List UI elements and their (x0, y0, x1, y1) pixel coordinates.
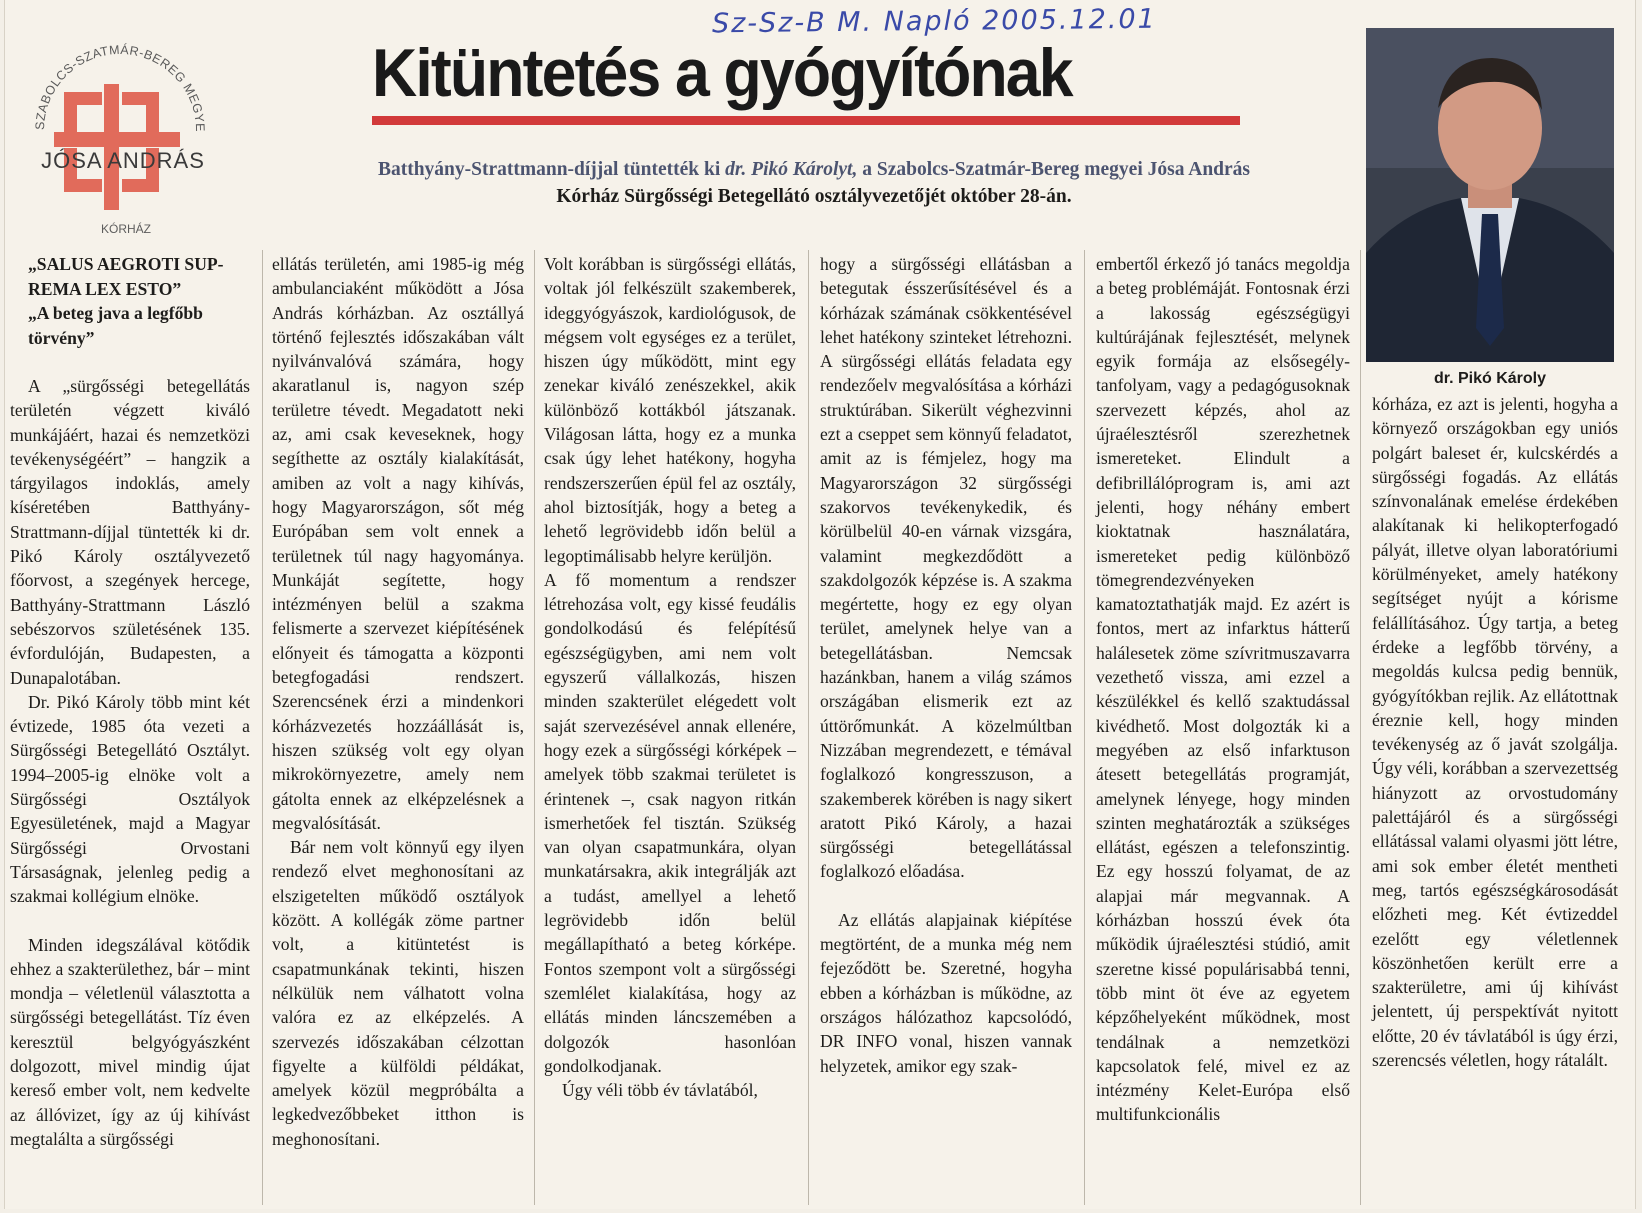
column-divider (534, 250, 535, 1205)
article-column-6 (1372, 392, 1618, 1072)
red-cross-icon (54, 84, 180, 210)
paragraph: Az ellátás alapjainak kiépítése megtörtént, de a munka még nem fejeződött be. Szeretné, hogyha ebben a kórházban is működne, az országos hálózathoz kapcsolódó, DR INFO vonal, hiszen vannak helyzetek, amikor egy szak- (820, 909, 1072, 1076)
column-divider (808, 250, 809, 1205)
hospital-logo-graphic (16, 22, 222, 230)
article-column-5 (1096, 252, 1350, 1127)
column-divider (1084, 250, 1085, 1205)
motto (10, 252, 250, 350)
handwritten-source-note: Sz-Sz-B M. Napló 2005.12.01 (711, 3, 1157, 40)
lead-name: dr. Pikó Károlyt, (725, 159, 858, 180)
lead-paragraph (294, 156, 1334, 210)
paragraph: kórháza, ez azt is jelenti, hogyha a környező országokban egy uniós polgárt baleset ér, kulcskérdés a sürgősségi fogadás. Az ellátás színvonalának emelése érdekében alakítanak ki helikopterfogadó pályát, illetve olyan laboratóriumi körülményeket, amely hatékony segítséget nyújt a kórisme felállításához. Úgy tartja, a beteg érdeke a legfőbb törvény, a megoldás kulcsa pedig bennük, gyógyítókban rejlik. Az ellátottnak éreznie kell, hogy minden tevékenység az ő javát szolgálja. Úgy véli, korábban a szervezettség hiányzott az orvostudomány palettájáról és a sürgősségi ellátással valami olyasmi jött létre, ami sok ember életét mentheti meg, tartós egészségkárosodását előzheti meg. Két évtizeddel ezelőtt egy véletlennek köszönhetően került erre a szakterületre, ami új kihívást jelentett, új perspektívát nyitott előtte, 20 év távlatából is úgy érzi, szerencsés véletlen, hogy rátalált. (1372, 394, 1618, 1071)
column-divider (262, 250, 263, 1205)
column-divider (1360, 250, 1361, 1205)
motto-line: „A beteg java a legfőbb (28, 303, 203, 323)
motto-line: REMA LEX ESTO” (28, 278, 182, 299)
logo-ring-text: SZABOLCS-SZATMÁR-BEREG MEGYE (32, 42, 208, 133)
logo-korhaz: KÓRHÁZ (100, 222, 151, 236)
logo-name: JÓSA ANDRÁS (41, 148, 205, 173)
article-column-2 (272, 252, 524, 1151)
motto-line: „SALUS AEGROTI SUP- (28, 254, 224, 274)
portrait-photo (1366, 28, 1614, 362)
paragraph: embertől érkező jó tanács megoldja a beteg problémáját. Fontosnak érzi a lakosság egészségügyi kultúrájának fejlesztését, melynek egyik formája az elsősegély-tanfolyam, vagy a pedagógusoknak szervezett képzés, ahol az újraélesztésről szerezhetnek ismereteket. Elindult a defibrillálóprogram is, ami azt jelenti, hogy néhány embert kioktatnak használatára, ismereteket pedig különböző tömegrendezvényeken kamatoztathatják majd. Ez azért is fontos, mert az infarktus hátterű halálesetek zöme szívritmuszavarra vezethető vissza, ami ezzel a készülékkel és kellő szaktudással kivédhető. Most dolgozták ki a megyében az első infarktuson átesett betegellátás programját, amelynek lényege, hogy minden szinten meghatározták a szükséges ellátást, egészen a telefonszintig. Ez egy hosszú folyamat, de az alapjai már megvannak. A kórházban hosszú évek óta működik újraélesztési stúdió, amit szeretne kissé populárisabbá tenni, több mint öt éve az egyetem képzőhelyeként működnek, most tendálnak a nemzetközi kapcsolatok felé, mivel ez az intézmény Kelet-Európa első multifunkcionális (1096, 254, 1350, 1125)
paragraph: A fő momentum a rendszer létrehozása volt, egy kissé feudális gondolkodású és felépítésű egészségügyben, ami nem volt egyszerű vállalkozás, hiszen minden szakterület elégedett volt saját szervezésével annak ellenére, hogy ezek a sürgősségi kórképek – amelyek több szakmai területet is érintenek –, csak nagyon ritkán ismerhetőek fel tisztán. Szükség van olyan csapatmunkára, olyan munkatársakra, akik integrálják azt a tudást, amellyel a lehető legrövidebb időn belül megállapítható a beteg kórképe. Fontos szempont volt a sürgősségi szemlélet kialakítása, hogy az ellátás minden láncszemében a dolgozók hasonlóan gondolkodjanak. (544, 569, 796, 1076)
photo-caption: dr. Pikó Károly (1433, 370, 1547, 387)
paragraph: A „sürgősségi betegellátás területén végzett kiváló munkájáért, hazai és nemzetközi tevékenységéért” – hangzik a tárgyilagos indoklás, amely kíséretében Batthyány-Strattmann-díjjal tüntették ki dr. Pikó Károly osztályvezető főorvost, a szegények hercege, Batthyány-Strattmann László sebészorvos születésének 135. évfordulóján, Budapesten, a Dunapalotában. (10, 376, 250, 688)
paragraph: Bár nem volt könnyű egy ilyen rendező elvet meghonosítani az elszigetelten működő osztályok között. A kollégák zöme partner volt, a kitüntetést is csapatmunkának tekinti, hiszen nélkülük nem válhatott volna valóra ez az elképzelés. A szervezés időszakában célzottan figyelte a külföldi példákat, amelyek közül megpróbálta a legkedvezőbbeket itthon is meghonosítani. (272, 837, 524, 1149)
article-column-3 (544, 252, 796, 1102)
lead-line2: Kórház Sürgősségi Betegellátó osztályvezetőjét október 28-án. (556, 186, 1072, 207)
headline: Kitüntetés a gyógyítónak (372, 35, 1072, 111)
paragraph: Dr. Pikó Károly több mint két évtizede, 1985 óta vezeti a Sürgősségi Betegellátó Osztályt. 1994–2005-ig elnöke volt a Sürgősségi Osztályok Egyesületének, majd a Magyar Sürgősségi Orvostani Társaságnak, jelenleg pedig a szakmai kollégium elnöke. (10, 691, 250, 907)
article-column-1 (10, 252, 250, 1151)
paragraph: hogy a sürgősségi ellátásban a betegutak ésszerűsítésével és a kórházak számának csökkentésével lehet hatékony szinteket létrehozni. A sürgősségi ellátás feladata egy rendezőelv megvalósítása a kórházi struktúrában. Sikerült véghezvinni ezt a cseppet sem könnyű feladatot, amit az is fémjelez, hogy ma Magyarországon 32 sürgősségi szakorvos tevékenykedik, és körülbelül 40-en várnak vizsgára, valamint megkezdődött a szakdolgozók képzése is. A szakma megértette, hogy ez egy olyan terület, amelynek helye van a betegellátásban. Nemcsak hazánkban, hanem a világ számos országában elismerik ezt az úttörőmunkát. A közelmúltban Nizzában megrendezett, e témával foglalkozó kongresszuson, a szakemberek körében is nagy sikert aratott Pikó Károly, a hazai sürgősségi betegellátással foglalkozó előadása. (820, 254, 1072, 882)
paragraph: Volt korábban is sürgősségi ellátás, voltak jól felkészült szakemberek, ideggyógyászok, kardiológusok, de mégsem volt egységes ez a terület, hiszen úgy működött, mint egy zenekar kiváló zenészekkel, akik különböző kottákból játszanak. Világosan látta, hogy ez a munka csak úgy lehet hatékony, hogyha rendszerszerűen épül fel az osztály, ahol biztosítják, hogy a beteg a lehető legrövidebb időn belül a legoptimálisabb helyre kerüljön. (544, 254, 796, 566)
paragraph: ellátás területén, ami 1985-ig még ambulanciaként működött a Jósa András kórházban. Az osztállyá történő fejlesztés időszakában vált nyilvánvalóvá számára, hogy akaratlanul is, nagyon szép területre tévedt. Megadatott neki az, ami csak keveseknek, hogy segíthette az osztály kialakítását, amiben az volt a nagy kihívás, hogy Magyarországon, sőt még Európában sem volt ennek a területnek túl nagy hagyománya. Munkáját segítette, hogy intézményen belül a szakma felismerte a szervezet kiépítésének előnyeit és támogatta a központi betegfogadási rendszert. Szerencsének érzi a mindenkori kórházvezetés hozzáállását is, hiszen szükség volt egy olyan mikrokörnyezetre, amely nem gátolta ennek az elképzelésnek a megvalósítását. (272, 254, 524, 833)
headline-underline (372, 116, 1240, 125)
motto-line: törvény” (28, 327, 95, 348)
lead-line1-b: a Szabolcs-Szatmár-Bereg megyei Jósa András (857, 159, 1251, 180)
article-column-4 (820, 252, 1072, 1078)
paragraph: Úgy véli több év távlatából, (562, 1080, 758, 1101)
paragraph: Minden idegszálával kötődik ehhez a szakterülethez, bár – mint mondja – véletlenül választotta a sürgősségi betegellátást. Tíz éven keresztül belgyógyászként dolgozott, mivel mindig újat kereső ember volt, nem kedvelte az állóvizet, így az új kihívást megtalálta a sürgősségi (10, 934, 250, 1149)
portrait-icon (1366, 28, 1614, 362)
lead-line1-a: Batthyány-Strattmann-díjjal tüntették ki (377, 159, 726, 180)
hospital-logo (16, 22, 222, 236)
